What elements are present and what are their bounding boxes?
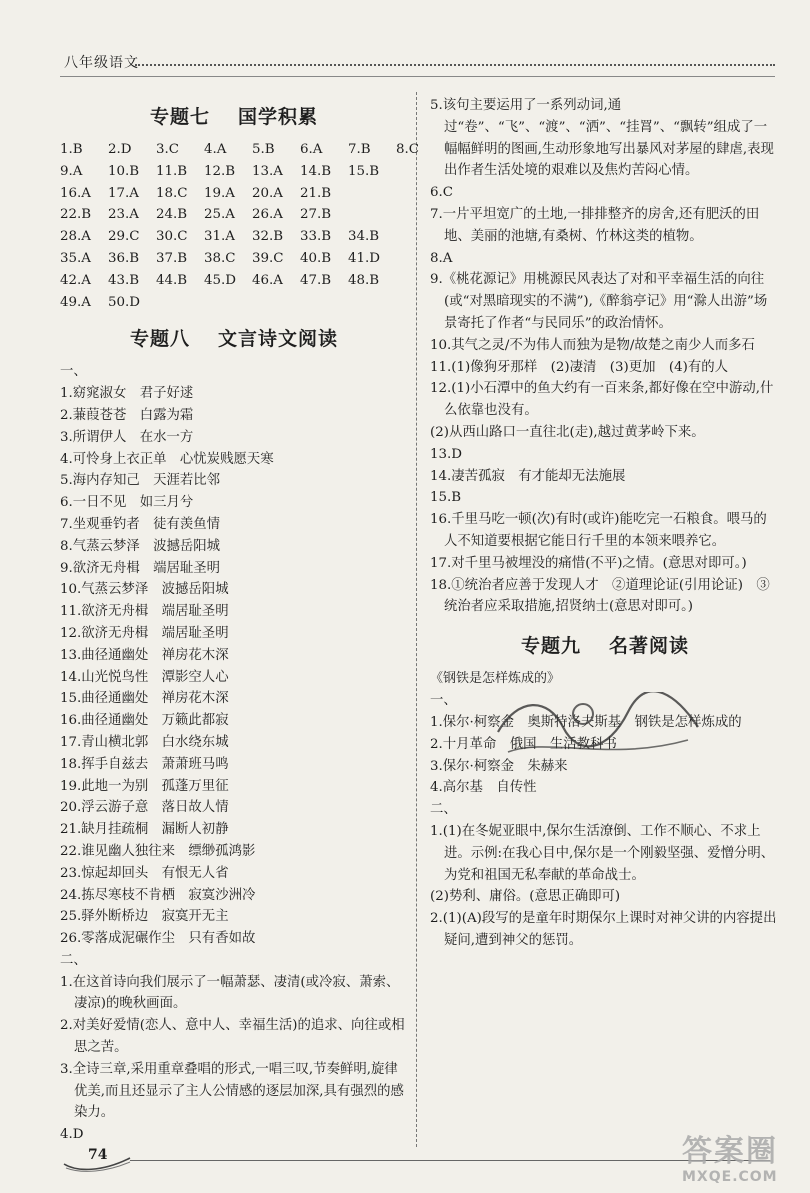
answer-cell: 19.A — [204, 185, 235, 201]
answer-cell: 48.B — [348, 272, 380, 288]
answer-cell: 41.D — [348, 250, 381, 266]
list-item: 14.山光悦鸟性 潭影空人心 — [60, 669, 229, 685]
answer-cell: 8.C — [396, 142, 420, 157]
answer-cell: 20.A — [252, 185, 283, 201]
answer-cell: 35.A — [60, 250, 91, 266]
list-item: 16.千里马吃一顿(次)有时(或许)能吃完一石粮食。喂马的人不知道要根据它能日行千里的本领来喂养它。 — [430, 512, 767, 549]
answer-cell: 5.B — [252, 142, 275, 157]
answer-cell: 31.A — [204, 229, 235, 245]
list-item: 10.气蒸云梦泽 波撼岳阳城 — [60, 582, 229, 598]
list-item: 13.曲径通幽处 禅房花木深 — [60, 647, 229, 663]
answer-cell: 45.D — [204, 272, 237, 288]
answer-grid-row — [60, 292, 408, 314]
answer-cell: 49.A — [60, 294, 91, 310]
answer-cell: 50.D — [108, 294, 141, 310]
answer-grid-row — [60, 248, 408, 270]
partB-label: 二、 — [430, 802, 457, 818]
list-item: 16.曲径通幽处 万籁此都寂 — [60, 713, 229, 729]
answer-cell: 40.B — [300, 250, 332, 266]
book-title: 《钢铁是怎样炼成的》 — [430, 671, 561, 687]
answer-grid-row — [60, 139, 420, 161]
answer-cell: 15.B — [348, 163, 380, 179]
section7-answer-grid — [60, 139, 420, 313]
answer-cell: 18.C — [156, 185, 188, 201]
footer-rule — [130, 1160, 770, 1161]
section8-continued-list — [430, 95, 780, 618]
section7-title — [60, 95, 408, 139]
column-divider — [416, 92, 417, 1147]
list-item: 1.窈窕淑女 君子好逑 — [60, 386, 194, 402]
list-item: 9.《桃花源记》用桃源民风表达了对和平幸福生活的向往(或“对黑暗现实的不满”),《醉翁亭记》用“滁人出游”场景寄托了作者“与民同乐”的政治情怀。 — [430, 272, 768, 331]
answer-cell: 42.A — [60, 272, 91, 288]
list-item: (2)势利、庸俗。(意思正确即可) — [430, 889, 621, 905]
answer-cell: 13.A — [252, 163, 283, 179]
list-item: 2.对美好爱情(恋人、意中人、幸福生活)的追求、向往或相思之苦。 — [60, 1018, 405, 1056]
list-item: 15.曲径通幽处 禅房花木深 — [60, 691, 229, 707]
answer-cell: 27.B — [300, 207, 332, 223]
right-column — [430, 95, 780, 952]
list-item: (2)从西山路口一直往北(走),越过黄茅岭下来。 — [430, 424, 705, 440]
answer-cell: 46.A — [252, 272, 283, 288]
header-solid-rule — [60, 76, 775, 77]
list-item: 18.挥手自兹去 萧萧班马鸣 — [60, 756, 229, 772]
answer-cell: 11.B — [156, 163, 188, 179]
section9-number: 专题九 — [520, 635, 581, 658]
list-item: 1.(1)在冬妮亚眼中,保尔生活潦倒、工作不顺心、不求上进。示例:在我心目中,保尔是一个刚毅坚强、爱憎分明、为党和祖国无私奉献的革命战士。 — [430, 823, 775, 883]
list-item: 25.驿外断桥边 寂寞开无主 — [60, 909, 229, 925]
watermark-big-text: 答案圈 — [682, 1134, 778, 1169]
answer-grid-row — [60, 204, 408, 226]
answer-cell: 10.B — [108, 163, 140, 179]
section9-title — [430, 624, 780, 668]
answer-cell: 4.A — [204, 142, 227, 157]
part2-list — [60, 972, 408, 1146]
answer-cell: 21.B — [300, 185, 332, 201]
list-item: 22.谁见幽人独往来 缥缈孤鸿影 — [60, 843, 256, 859]
answer-cell: 30.C — [156, 229, 188, 245]
list-item: 17.青山横北郭 白水绕东城 — [60, 734, 229, 750]
list-item: 2.蒹葭苍苍 白露为霜 — [60, 407, 194, 423]
partA-label: 一、 — [430, 693, 457, 709]
answer-cell: 12.B — [204, 163, 236, 179]
list-item: 3.保尔·柯察金 朱赫来 — [430, 758, 568, 774]
list-item: 13.D — [430, 446, 463, 462]
answer-cell: 3.C — [156, 142, 180, 157]
answer-cell: 9.A — [60, 163, 83, 179]
answer-cell: 43.B — [108, 272, 140, 288]
list-item: 17.对千里马被埋没的痛惜(不平)之情。(意思对即可。) — [430, 555, 747, 571]
list-item: 1.在这首诗向我们展示了一幅萧瑟、凄清(或冷寂、萧索、凄凉)的晚秋画面。 — [60, 974, 400, 1012]
list-item: 18.①统治者应善于发现人才 ②道理论证(引用论证) ③统治者应采取措施,招贤纳士(意思对即可。) — [430, 577, 770, 615]
answer-grid-row — [60, 270, 408, 292]
page-header-label: 八年级语文 — [64, 55, 139, 71]
watermark-logo — [682, 1135, 778, 1185]
list-item: 11.(1)像狗牙那样 (2)凄清 (3)更加 (4)有的人 — [430, 359, 729, 375]
answer-cell: 22.B — [60, 207, 92, 223]
answer-cell: 28.A — [60, 229, 91, 245]
answer-cell: 47.B — [300, 272, 332, 288]
list-item: 24.拣尽寒枝不肯栖 寂寞沙洲冷 — [60, 887, 256, 903]
list-item: 7.坐观垂钓者 徒有羡鱼情 — [60, 516, 221, 532]
answer-grid-row — [60, 161, 408, 183]
answer-cell: 38.C — [204, 250, 236, 266]
list-item: 8.气蒸云梦泽 波撼岳阳城 — [60, 538, 221, 554]
watermark-small-text: MXQE.COM — [682, 1169, 778, 1185]
answer-cell: 1.B — [60, 142, 83, 157]
list-item: 21.缺月挂疏桐 漏断人初静 — [60, 822, 229, 838]
answer-cell: 44.B — [156, 272, 188, 288]
list-item: 5.海内存知己 天涯若比邻 — [60, 473, 221, 489]
answer-cell: 7.B — [348, 142, 371, 157]
answer-cell: 17.A — [108, 185, 139, 201]
list-item: 15.B — [430, 490, 462, 506]
list-item: 3.所谓伊人 在水一方 — [60, 429, 194, 445]
list-item: 5.该句主要运用了一系列动词,通过“卷”、“飞”、“渡”、“洒”、“挂罥”、“飘转”组成了一幅幅鲜明的图画,生动形象地写出暴风对茅屋的肆虐,表现出作者生活处境的艰难以及焦灼苦闷心情。 — [430, 98, 774, 179]
list-item: 6.一日不见 如三月兮 — [60, 495, 194, 511]
list-item: 12.欲济无舟楫 端居耻圣明 — [60, 625, 229, 641]
list-item: 23.惊起却回头 有恨无人省 — [60, 865, 229, 881]
list-item: 4.可怜身上衣正单 心忧炭贱愿天寒 — [60, 451, 274, 467]
list-item: 2.十月革命 俄国 生活教科书 — [430, 736, 617, 752]
list-item: 11.欲济无舟楫 端居耻圣明 — [60, 604, 229, 620]
answer-cell: 33.B — [300, 229, 332, 245]
section8-number: 专题八 — [129, 328, 190, 351]
answer-grid-row — [60, 183, 408, 205]
list-item: 2.(1)(A)段写的是童年时期保尔上课时对神父讲的内容提出疑问,遭到神父的惩罚。 — [430, 911, 777, 948]
list-item: 1.保尔·柯察金 奥斯特洛夫斯基 钢铁是怎样炼成的 — [430, 714, 742, 730]
section8-title — [60, 317, 408, 361]
list-item: 4.D — [60, 1127, 84, 1143]
answer-cell: 25.A — [204, 207, 235, 223]
section7-name: 国学积累 — [238, 106, 319, 128]
answer-cell: 6.A — [300, 142, 323, 157]
partB-list — [430, 821, 780, 952]
answer-cell: 37.B — [156, 250, 188, 266]
list-item: 7.一片平坦宽广的土地,一排排整齐的房舍,还有肥沃的田地、美丽的池塘,有桑树、竹林这类的植物。 — [430, 206, 760, 244]
answer-cell: 34.B — [348, 229, 380, 245]
answer-cell: 36.B — [108, 250, 140, 266]
list-item: 14.凄苦孤寂 有才能却无法施展 — [430, 468, 626, 484]
list-item: 3.全诗三章,采用重章叠唱的形式,一唱三叹,节奏鲜明,旋律优美,而且还显示了主人公情感的逐层加深,具有强烈的感染力。 — [60, 1061, 404, 1121]
answer-grid-row — [60, 226, 408, 248]
answer-cell: 23.A — [108, 207, 139, 223]
part1-list — [60, 383, 408, 950]
list-item: 19.此地一为别 孤蓬万里征 — [60, 778, 229, 794]
list-item: 10.其气之灵/不为伟人而独为是物/故楚之南少人而多石 — [430, 337, 755, 353]
list-item: 4.高尔基 自传性 — [430, 780, 537, 796]
list-item: 26.零落成泥碾作尘 只有香如故 — [60, 931, 256, 947]
answer-cell: 16.A — [60, 185, 91, 201]
answer-cell: 24.B — [156, 207, 188, 223]
stamp-logo-icon — [488, 692, 728, 762]
answer-cell: 14.B — [300, 163, 332, 179]
part2-label: 二、 — [60, 952, 87, 968]
list-item: 20.浮云游子意 落日故人情 — [60, 800, 229, 816]
left-column — [60, 95, 420, 1146]
list-item: 6.C — [430, 185, 454, 201]
page-number: 74 — [88, 1147, 108, 1163]
header-dotted-rule — [135, 64, 775, 66]
answer-cell: 29.C — [108, 229, 140, 245]
answer-cell: 26.A — [252, 207, 283, 223]
list-item: 9.欲济无舟楫 端居耻圣明 — [60, 560, 221, 576]
part1-label: 一、 — [60, 364, 87, 380]
list-item: 8.A — [430, 250, 453, 266]
answer-cell: 2.D — [108, 142, 132, 157]
watermark-stamp-logo — [488, 692, 728, 766]
answer-cell: 32.B — [252, 229, 284, 245]
section7-number: 专题七 — [149, 106, 210, 128]
answer-cell: 39.C — [252, 250, 284, 266]
section9-name: 名著阅读 — [609, 635, 690, 658]
section8-name: 文言诗文阅读 — [218, 328, 339, 351]
list-item: 12.(1)小石潭中的鱼大约有一百来条,都好像在空中游动,什么依靠也没有。 — [430, 381, 774, 419]
